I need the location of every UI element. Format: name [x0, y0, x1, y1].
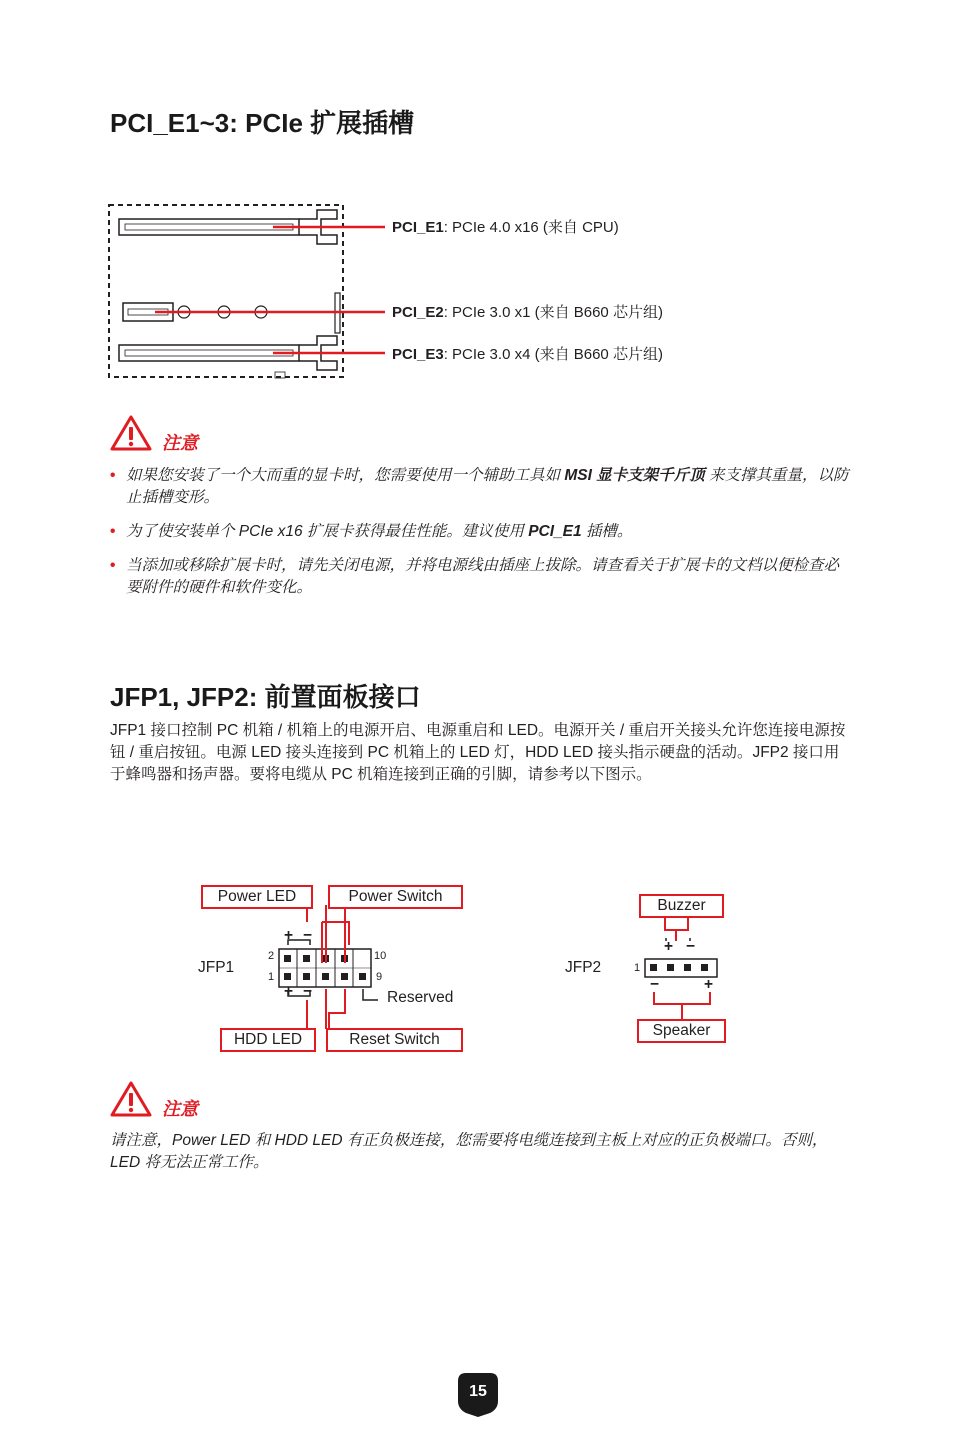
list-item: • 为了使安装单个 PCIe x16 扩展卡获得最佳性能。建议使用 PCI_E1 插槽。 — [110, 523, 633, 540]
jfp2-diagram — [640, 916, 725, 1026]
jfp1-label: JFP1 — [198, 959, 235, 976]
pcie-slot-diagram — [105, 200, 390, 382]
jfp2-label: JFP2 — [565, 959, 602, 976]
page-number-badge — [458, 1373, 498, 1417]
caution-title: 注意 — [162, 433, 198, 453]
plus-sign: + — [284, 927, 294, 944]
pin-10-label: 10 — [374, 950, 387, 962]
pin-1-label: 1 — [268, 971, 275, 983]
plus-sign: + — [664, 938, 674, 955]
list-item: • 当添加或移除扩展卡时，请先关闭电源，并将电源线由插座上拔除。请查看关于扩展卡的文档以便检查必要附件的硬件和软件变化。 — [110, 557, 840, 596]
plus-sign: + — [284, 983, 294, 1000]
power-switch-label: Power Switch — [328, 885, 463, 909]
warning-icon — [109, 1080, 153, 1118]
caution-list — [110, 465, 850, 611]
section-title-pcie: PCI_E1~3: PCIe 扩展插槽 — [110, 108, 415, 138]
section-paragraph: JFP1 接口控制 PC 机箱 / 机箱上的电源开启、电源重启和 LED。电源开关 / 重启开关接头允许您连接电源按钮 / 重启按钮。电源 LED 接头连接到 PC 机箱上的 LED 灯，HDD LED 接头指示硬盘的活动。JFP2 接口用于蜂鸣器和扬声器。要将电缆从 PC 机箱连接到正确的引脚，请参考以下图示。 — [110, 722, 846, 783]
reset-switch-label: Reset Switch — [326, 1028, 463, 1052]
buzzer-label: Buzzer — [639, 894, 724, 918]
slot-label-pci-e2: PCI_E2: PCIe 3.0 x1 (来自 B660 芯片组) — [392, 304, 663, 321]
plus-sign: + — [704, 976, 714, 993]
warning-icon — [109, 414, 153, 452]
jfp1-diagram — [260, 905, 390, 1045]
slot-label-pci-e3: PCI_E3: PCIe 3.0 x4 (来自 B660 芯片组) — [392, 346, 663, 363]
power-led-label: Power LED — [201, 885, 313, 909]
minus-sign: − — [303, 927, 313, 944]
caution-title: 注意 — [162, 1099, 198, 1119]
speaker-label: Speaker — [637, 1019, 726, 1043]
minus-sign: − — [303, 983, 313, 1000]
pin-2-label: 2 — [268, 950, 275, 962]
reserved-label: Reserved — [387, 989, 454, 1006]
pin-9-label: 9 — [376, 971, 383, 983]
minus-sign: − — [686, 938, 696, 955]
section-title-jfp: JFP1, JFP2: 前置面板接口 — [110, 682, 421, 712]
hdd-led-label: HDD LED — [220, 1028, 316, 1052]
page-number: 15 — [469, 1383, 487, 1400]
minus-sign: − — [650, 976, 660, 993]
slot-label-pci-e1: PCI_E1: PCIe 4.0 x16 (来自 CPU) — [392, 219, 619, 236]
list-item: • 如果您安装了一个大而重的显卡时，您需要使用一个辅助工具如 MSI 显卡支架千斤顶 来支撑其重量，以防止插槽变形。 — [110, 467, 849, 506]
jfp2-pin-1-label: 1 — [634, 962, 641, 974]
caution-text: 请注意，Power LED 和 HDD LED 有正负极连接，您需要将电缆连接到主板上对应的正负极端口。否则，LED 将无法正常工作。 — [110, 1132, 828, 1171]
